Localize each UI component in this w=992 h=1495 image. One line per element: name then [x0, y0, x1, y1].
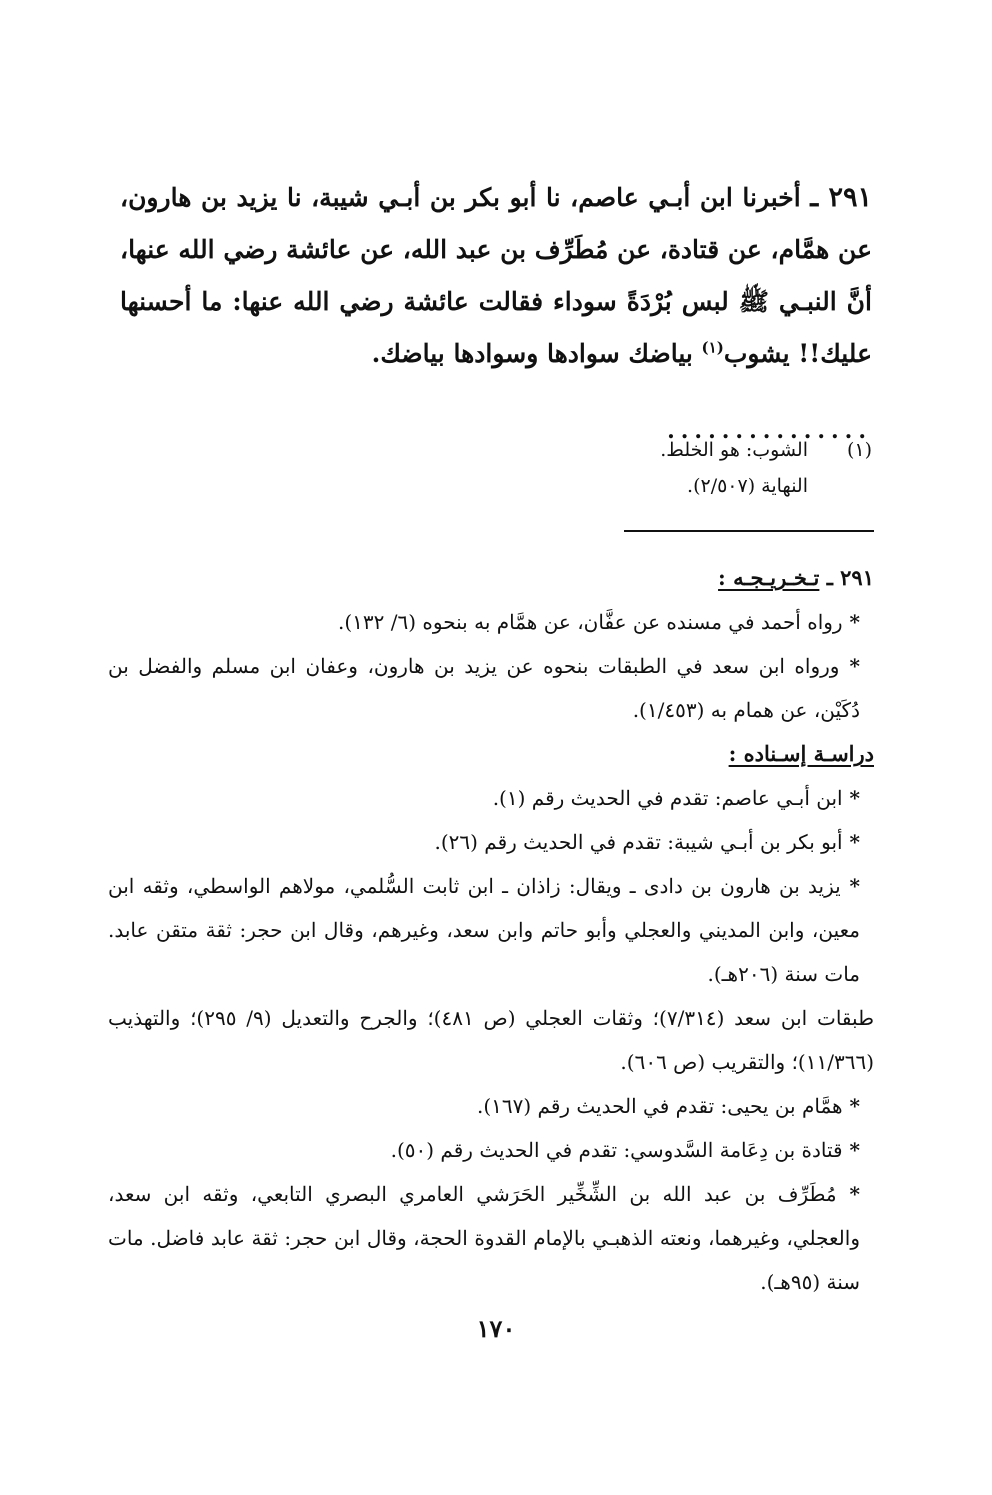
footnote-definition: الشوب: هو الخلط.: [660, 439, 808, 461]
footnote-row: [500, 468, 872, 504]
footnote-number: (١): [846, 439, 872, 461]
bullet-star-icon: *: [836, 1182, 861, 1206]
narrator-entry: [108, 820, 874, 864]
bullet-star-icon: *: [840, 874, 860, 898]
bullet-star-icon: *: [842, 1094, 860, 1118]
takhrij-heading-title: تـخـريـجـه :: [718, 565, 820, 590]
hadith-body-end: بياضك سوادها وسوادها بياضك.: [371, 339, 702, 368]
hadith-body: أخبرنا ابن أبـي عاصم، نا أبو بكر بن أبـي شيبة، نا يزيد بن هارون، عن همَّام، عن قتادة، عن مُطَرِّف بن عبد الله، عن عائشة رضي الله عنها، أنَّ النبـي ﷺ لبس بُرْدَةً سوداء فقالت عائشة رضي الله عنها: ما أحسنها عليك!! يشوب: [120, 183, 872, 368]
footnote-source: النهاية (٢/٥٠٧).: [687, 475, 808, 497]
takhrij-item-text: رواه أحمد في مسنده عن عفَّان، عن همَّام به بنحوه (٦/ ١٣٢).: [338, 610, 843, 634]
narrator-text: أبو بكر بن أبـي شيبة: تقدم في الحديث رقم (٢٦).: [434, 830, 843, 854]
takhrij-heading: [108, 556, 874, 600]
narrator-entry: [108, 1172, 874, 1304]
footnote-marker: (١): [701, 338, 724, 357]
takhrij-item-text: ورواه ابن سعد في الطبقات بنحوه عن يزيد بن هارون، وعفان ابن مسلم والفضل بن دُكَيْن، عن همام به (١/٤٥٣).: [108, 654, 860, 722]
isnad-heading: [108, 732, 874, 776]
narrator-entry: [108, 1128, 874, 1172]
footnote: [500, 432, 872, 504]
narrator-entry: [108, 776, 874, 820]
isnad-heading-title: دراسـة إسـناده :: [728, 741, 874, 766]
section-separator: [624, 530, 874, 532]
hadith-text: [120, 172, 872, 380]
footnote-spacer: [808, 468, 872, 504]
bullet-star-icon: *: [842, 786, 860, 810]
takhrij-heading-number: ٢٩١ ـ: [826, 565, 874, 590]
footnote-dots: ...............: [667, 418, 872, 444]
bullet-star-icon: *: [842, 830, 860, 854]
takhrij-item: [108, 600, 874, 644]
bullet-star-icon: *: [842, 1138, 860, 1162]
narrator-sources: طبقات ابن سعد (٧/٣١٤)؛ وثقات العجلي (ص ٤٨١)؛ والجرح والتعديل (٩/ ٢٩٥)؛ والتهذيب (١١/٣٦٦)؛ والتقريب (ص ٦٠٦).: [108, 1006, 875, 1074]
bullet-star-icon: *: [839, 654, 860, 678]
takhrij-item: [108, 644, 874, 732]
narrator-text: ابن أبـي عاصم: تقدم في الحديث رقم (١).: [492, 786, 843, 810]
narrator-entry: [108, 1084, 874, 1128]
narrator-text: مُطَرِّف بن عبد الله بن الشِّخِّير الحَرَشي العامري البصري التابعي، وثقه ابن سعد، والعجلي، وغيرهما، ونعته الذهبـي بالإمام القدوة الحجة، وقال ابن حجر: ثقة عابد فاضل. مات سنة (٩٥هـ).: [108, 1182, 860, 1294]
footnote-row: [500, 432, 872, 468]
narrator-entry: [108, 864, 874, 996]
narrator-text: همَّام بن يحيى: تقدم في الحديث رقم (١٦٧).: [476, 1094, 843, 1118]
narrator-text: قتادة بن دِعَامة السَّدوسي: تقدم في الحديث رقم (٥٠).: [390, 1138, 843, 1162]
page-number: ١٧٠: [476, 1314, 516, 1343]
bullet-star-icon: *: [842, 610, 860, 634]
hadith-number: ٢٩١ ـ: [810, 182, 872, 213]
takhrij-section: [108, 556, 874, 1304]
narrator-text: يزيد بن هارون بن دادى ـ ويقال: زاذان ـ ابن ثابت السُّلمي، مولاهم الواسطي، وثقه ابن معين، وابن المديني والعجلي وأبو حاتم وابن سعد، وغيرهم، وقال ابن حجر: ثقة متقن عابد. مات سنة (٢٠٦هـ).: [108, 874, 860, 986]
